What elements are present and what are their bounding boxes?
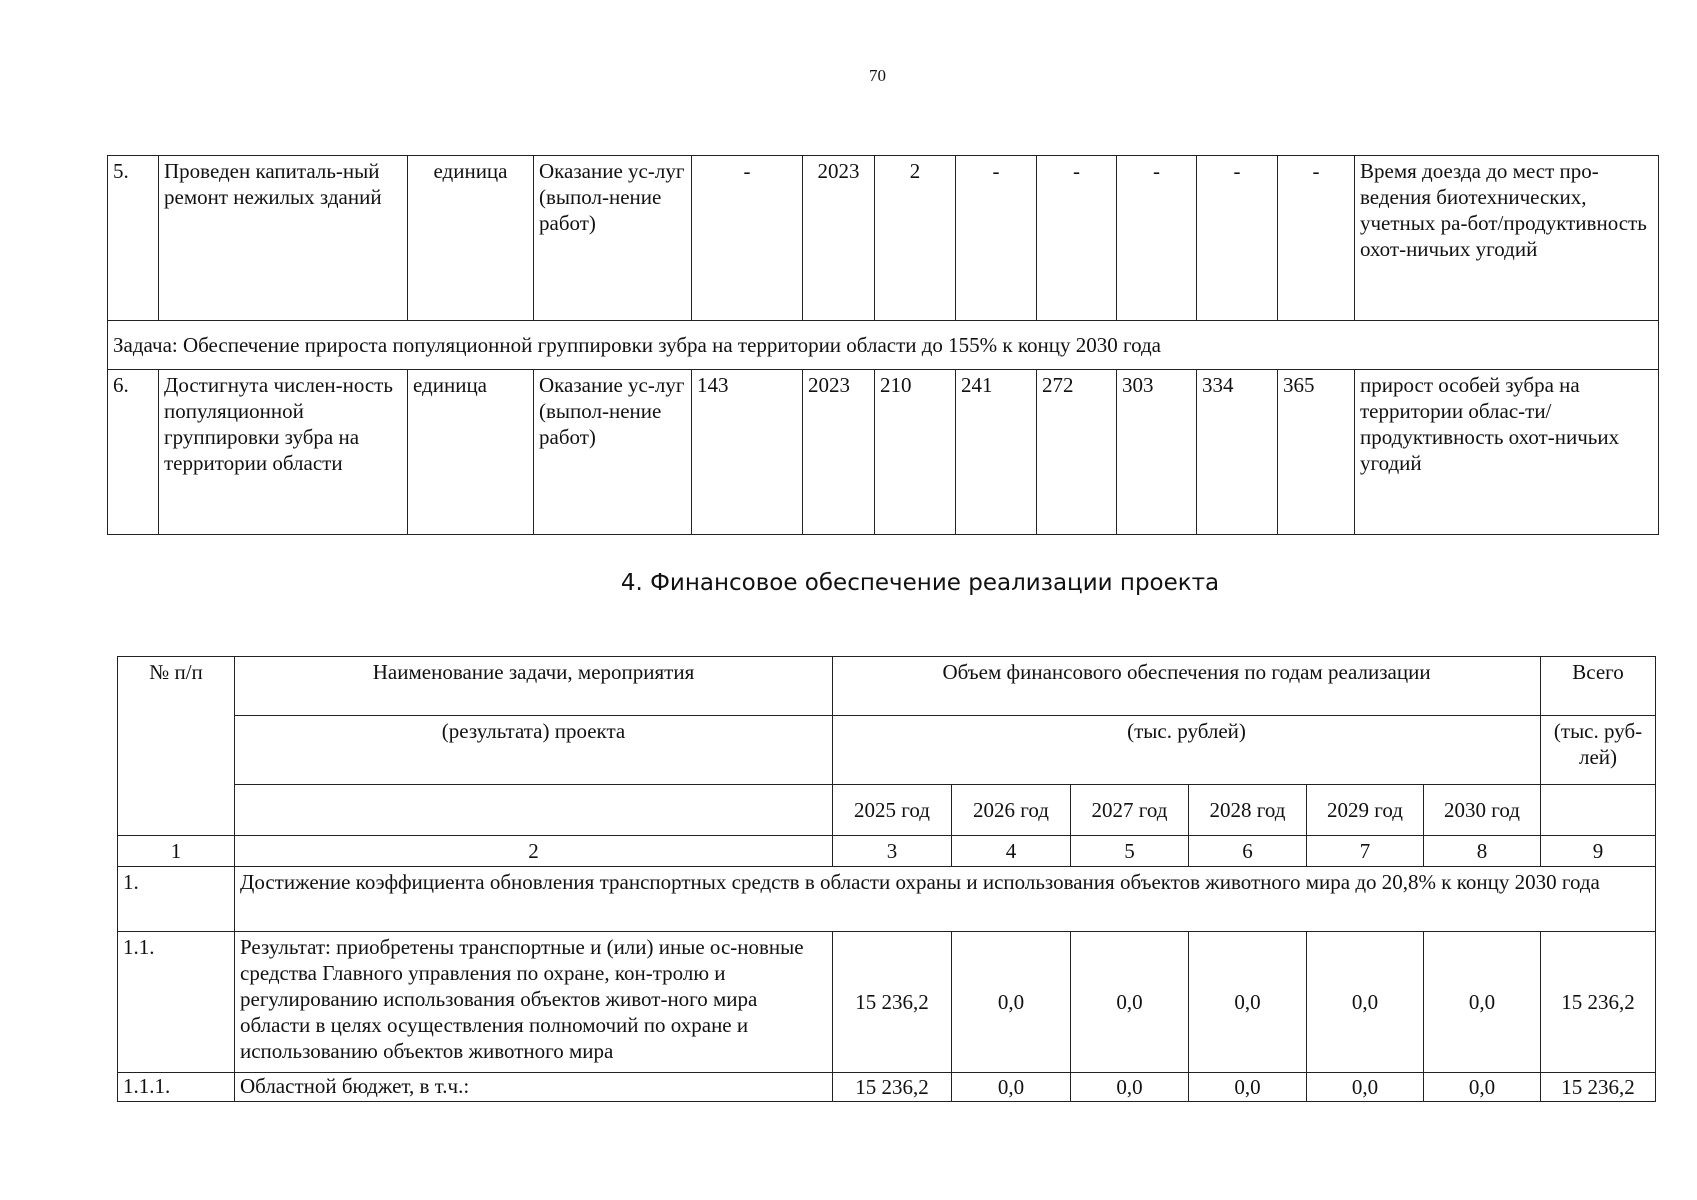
- value-2026: -: [956, 156, 1037, 321]
- result-name: Достигнута числен-ность популяционной группировки зубра на территории области: [159, 370, 408, 535]
- column-number: 7: [1307, 836, 1424, 867]
- header-num: № п/п: [118, 657, 235, 836]
- header-row: [118, 657, 1656, 716]
- row-number: 1.: [118, 867, 235, 932]
- financing-table: [117, 656, 1656, 1102]
- value-2025: 2: [875, 156, 956, 321]
- year-2028: 2028 год: [1189, 785, 1307, 836]
- result-text: Областной бюджет, в т.ч.:: [235, 1073, 833, 1102]
- result-type: Оказание ус-луг (выпол-нение работ): [534, 156, 692, 321]
- amount-2027: 0,0: [1071, 1073, 1189, 1102]
- table-row: [108, 370, 1659, 535]
- year-2030: 2030 год: [1424, 785, 1541, 836]
- amount-2028: 0,0: [1189, 932, 1307, 1073]
- section-heading: 4. Финансовое обеспечение реализации проекта: [620, 570, 1220, 596]
- task-text: Задача: Обеспечение прироста популяционной группировки зубра на территории области до 155% к концу 2030 года: [108, 321, 1659, 370]
- year-2026: 2026 год: [952, 785, 1071, 836]
- column-numbers-row: [118, 836, 1656, 867]
- value-2026: 241: [956, 370, 1037, 535]
- column-number: 2: [235, 836, 833, 867]
- result-type: Оказание ус-луг (выпол-нение работ): [534, 370, 692, 535]
- header-volume-line1: Объем финансового обеспечения по годам реализации: [833, 657, 1541, 716]
- year-2025: 2025 год: [833, 785, 952, 836]
- value-2027: 272: [1037, 370, 1117, 535]
- value-2025: 210: [875, 370, 956, 535]
- row-number: 1.1.: [118, 932, 235, 1073]
- base-value: -: [692, 156, 803, 321]
- value-2028: -: [1117, 156, 1197, 321]
- table-row: [118, 1073, 1656, 1102]
- amount-2025: 15 236,2: [833, 1073, 952, 1102]
- unit: единица: [408, 156, 534, 321]
- amount-2027: 0,0: [1071, 932, 1189, 1073]
- column-number: 6: [1189, 836, 1307, 867]
- column-number: 4: [952, 836, 1071, 867]
- indicators-table: [107, 155, 1659, 535]
- column-number: 5: [1071, 836, 1189, 867]
- column-number: 9: [1541, 836, 1656, 867]
- task-text: Достижение коэффициента обновления транспортных средств в области охраны и использования объектов животного мира до 20,8% к концу 2030 года: [235, 867, 1656, 932]
- value-2030: -: [1278, 156, 1355, 321]
- column-number: 8: [1424, 836, 1541, 867]
- row-number: 1.1.1.: [118, 1073, 235, 1102]
- amount-2029: 0,0: [1307, 1073, 1424, 1102]
- value-2029: -: [1197, 156, 1278, 321]
- base-value: 143: [692, 370, 803, 535]
- value-2030: 365: [1278, 370, 1355, 535]
- indicator-link: Время доезда до мест про-ведения биотехнических, учетных ра-бот/продуктивность охот-ничьих угодий: [1355, 156, 1659, 321]
- amount-2028: 0,0: [1189, 1073, 1307, 1102]
- amount-2029: 0,0: [1307, 932, 1424, 1073]
- task-row: [108, 321, 1659, 370]
- value-2028: 303: [1117, 370, 1197, 535]
- header-name-line1: Наименование задачи, мероприятия: [235, 657, 833, 716]
- base-year: 2023: [803, 156, 875, 321]
- amount-2026: 0,0: [952, 932, 1071, 1073]
- unit: единица: [408, 370, 534, 535]
- header-name-line2: (результата) проекта: [235, 716, 833, 785]
- amount-2026: 0,0: [952, 1073, 1071, 1102]
- table-row: [118, 932, 1656, 1073]
- amount-2030: 0,0: [1424, 932, 1541, 1073]
- value-2029: 334: [1197, 370, 1278, 535]
- year-2029: 2029 год: [1307, 785, 1424, 836]
- column-number: 1: [118, 836, 235, 867]
- amount-total: 15 236,2: [1541, 1073, 1656, 1102]
- header-total-line2: (тыс. руб-лей): [1541, 716, 1656, 785]
- header-volume-line2: (тыс. рублей): [833, 716, 1541, 785]
- base-year: 2023: [803, 370, 875, 535]
- row-number: 5.: [108, 156, 159, 321]
- amount-2025: 15 236,2: [833, 932, 952, 1073]
- row-number: 6.: [108, 370, 159, 535]
- year-2027: 2027 год: [1071, 785, 1189, 836]
- amount-2030: 0,0: [1424, 1073, 1541, 1102]
- result-text: Результат: приобретены транспортные и (или) иные ос-новные средства Главного управления по охране, кон-тролю и регулированию использования объектов живот-ного мира области в целях осуществления полномочий по охране и использованию объектов животного мира: [235, 932, 833, 1073]
- result-name: Проведен капиталь-ный ремонт нежилых зданий: [159, 156, 408, 321]
- header-years-row: [118, 785, 1656, 836]
- header-row: [118, 716, 1656, 785]
- page-number: 70: [869, 66, 886, 85]
- indicator-link: прирост особей зубра на территории облас-ти/продуктивность охот-ничьих угодий: [1355, 370, 1659, 535]
- value-2027: -: [1037, 156, 1117, 321]
- task-row: [118, 867, 1656, 932]
- header-empty-cell: [235, 785, 833, 836]
- column-number: 3: [833, 836, 952, 867]
- header-empty-cell: [1541, 785, 1656, 836]
- amount-total: 15 236,2: [1541, 932, 1656, 1073]
- table-row: [108, 156, 1659, 321]
- header-total-line1: Всего: [1541, 657, 1656, 716]
